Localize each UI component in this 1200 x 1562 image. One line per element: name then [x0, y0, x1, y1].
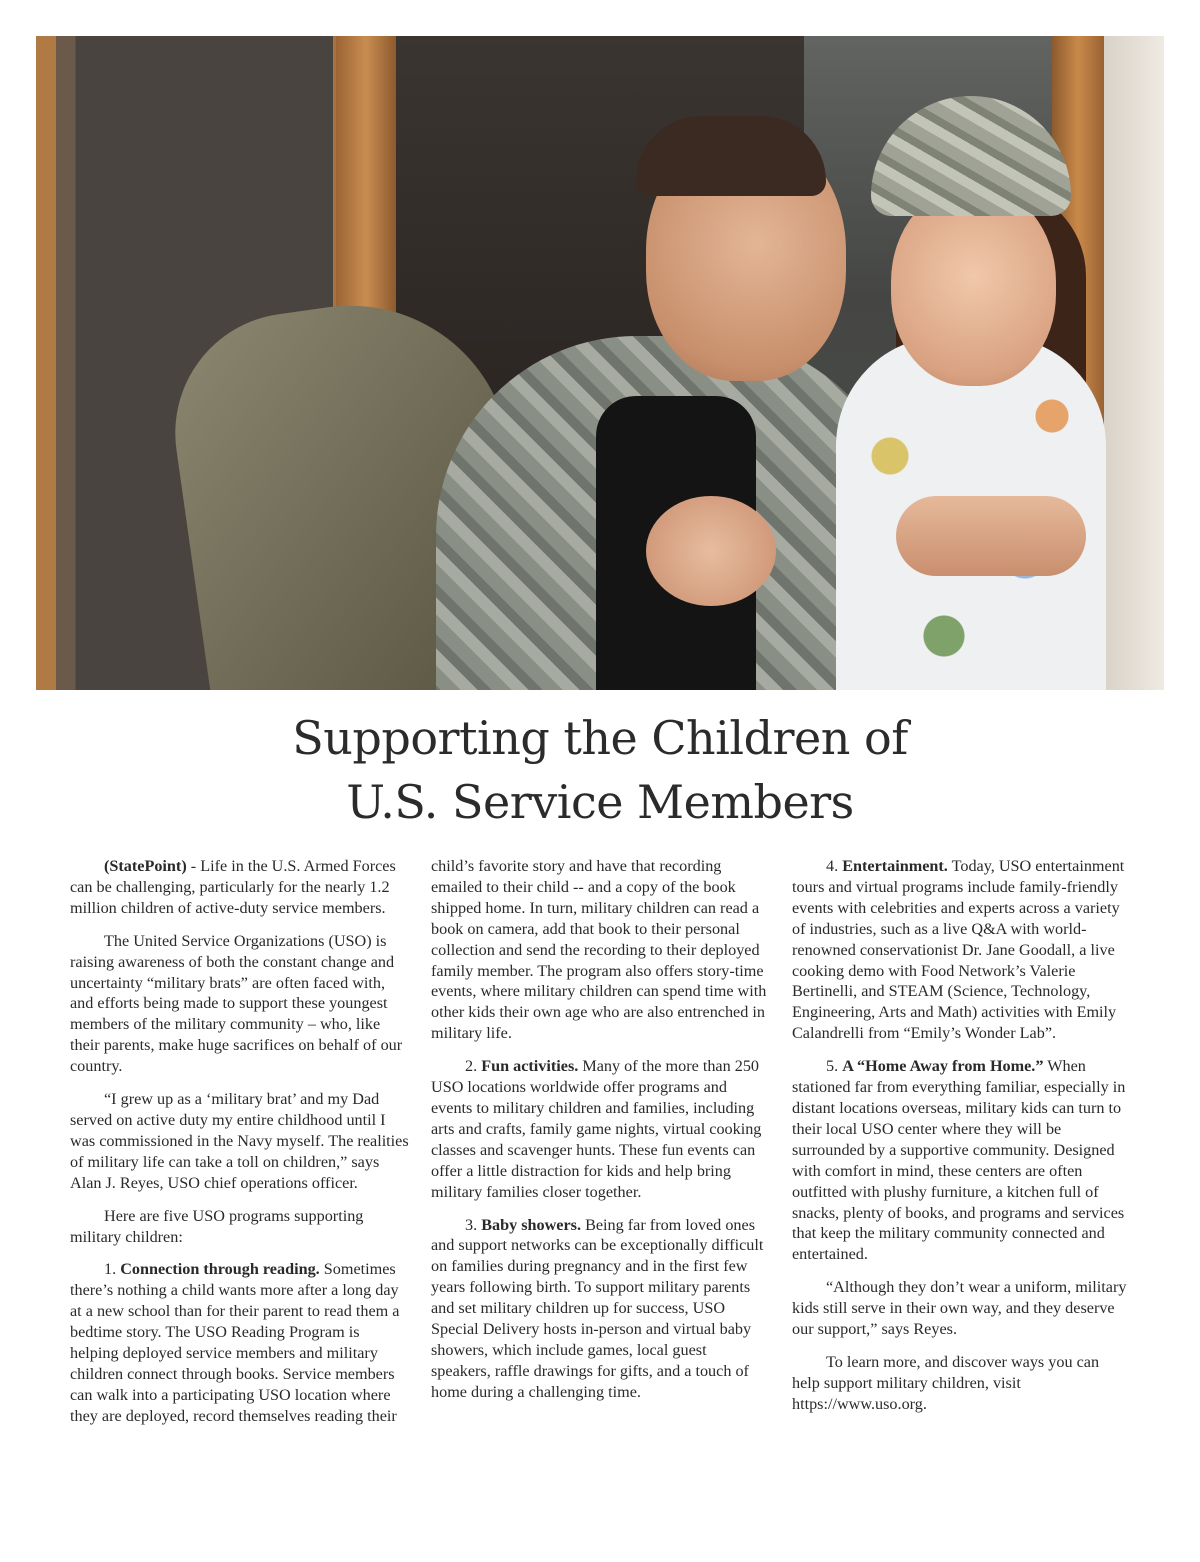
headline [0, 706, 1200, 834]
article-column-3 [792, 856, 1128, 1427]
paragraph-continued: child’s favorite story and have that recording emailed to their child -- and a copy of the book shipped home. In turn, military children can read a book on camera, add that book to their personal collection and send the recording to their deployed family member. The program also offers story-time events, where military children can spend time with other kids their own age who are also entrenched in military life. [431, 857, 767, 1043]
paragraph-list-intro: Here are five USO programs supporting military children: [70, 1206, 364, 1246]
headline-line-1: Supporting the Children of [292, 711, 908, 765]
list-item-1: 1. Connection through reading. Sometimes there’s nothing a child wants more after a long day at a new school than for their parent to read them a bedtime story. The USO Reading Program is helping deployed service members and military children connect through books. Service members can walk into a participating USO location where they are deployed, record themselves reading their [70, 1260, 400, 1425]
headline-line-2: U.S. Service Members [346, 775, 854, 829]
list-item-title: A “Home Away from Home.” [842, 1057, 1044, 1076]
list-item-3: 3. Baby showers. Being far from loved ones and support networks can be exceptionally difficult on families during pregnancy and in the first few years following birth. To support military parents and set military children up for success, USO Special Delivery hosts in-person and virtual baby showers, which include games, local guest speakers, raffle drawings for gifts, and a touch of home during a challenging time. [431, 1215, 764, 1401]
list-item-title: Baby showers. [481, 1215, 582, 1234]
article-column-2 [431, 856, 767, 1415]
article-column-1 [70, 856, 410, 1439]
list-item-4: 4. Entertainment. Today, USO entertainment tours and virtual programs include family-friendly events with celebrities and experts across a variety of industries, such as a live Q&A with world-renowned conservationist Dr. Jane Goodall, a live cooking demo with Food Network’s Valerie Bertinelli, and STEAM (Science, Technology, Engineering, Arts and Math) activities with Emily Calandrelli from “Emily’s Wonder Lab”. [792, 857, 1125, 1043]
dateline: (StatePoint) [104, 857, 187, 875]
paragraph-quote: “Although they don’t wear a uniform, military kids still serve in their own way, and they deserve our support,” says Reyes. [792, 1278, 1127, 1339]
paragraph-quote-reyes: “I grew up as a ‘military brat’ and my Dad served on active duty my entire childhood until I was commissioned in the Navy myself. The realities of military life can take a toll on children,” says Alan J. Reyes, USO chief operations officer. [70, 1090, 409, 1192]
list-item-title: Fun activities. [481, 1057, 579, 1076]
paragraph-intro: (StatePoint) - Life in the U.S. Armed Forces can be challenging, particularly for the nearly 1.2 million children of active-duty service members. [70, 857, 396, 917]
list-item-title: Entertainment. [842, 857, 948, 875]
paragraph: The United Service Organizations (USO) is raising awareness of both the constant change and uncertainty “military brats” are often faced with, and efforts being made to support these youngest members of the military community – who, like their parents, make huge sacrifices on behalf of our country. [70, 931, 403, 1076]
paragraph-closing: To learn more, and discover ways you can help support military children, visit https://www.uso.org. [792, 1352, 1100, 1413]
list-item-5: 5. A “Home Away from Home.” When stationed far from everything familiar, especially in distant locations overseas, military kids can turn to their local USO center where they will be surrounded by a supportive community. Designed with comfort in mind, these centers are often outfitted with plushy furniture, a kitchen full of snacks, plenty of books, and programs and services that keep the military community connected and entertained. [792, 1057, 1126, 1264]
list-item-2: 2. Fun activities. Many of the more than 250 USO locations worldwide offer programs and events to military children and families, including arts and crafts, family game nights, virtual cooking classes and scavenger hunts. These fun events can offer a little distraction for kids and help bring military families closer together. [431, 1057, 762, 1201]
hero-photo [36, 36, 1164, 690]
list-item-title: Connection through reading. [120, 1260, 320, 1279]
